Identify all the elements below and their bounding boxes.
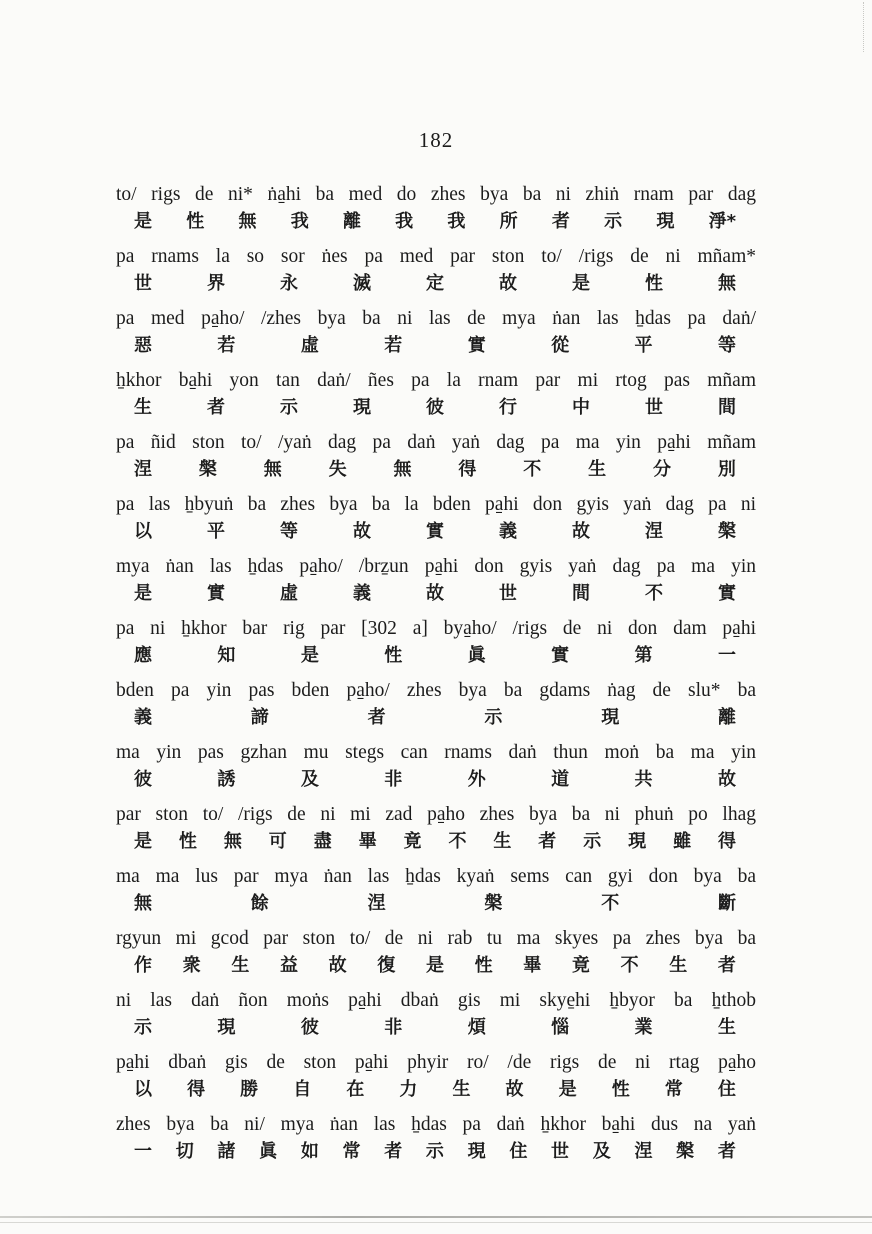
chinese-character: 等 <box>717 335 736 356</box>
chinese-character: 無 <box>238 211 257 232</box>
chinese-character: 應 <box>134 645 152 666</box>
chinese-character: 性 <box>186 211 205 232</box>
chinese-gloss-line <box>116 642 756 670</box>
chinese-character: 者 <box>384 1141 403 1162</box>
chinese-character: 故 <box>426 583 444 604</box>
chinese-character: 若 <box>217 335 236 356</box>
chinese-character: 現 <box>601 707 620 728</box>
chinese-gloss-line <box>116 456 756 484</box>
chinese-character: 我 <box>447 211 466 232</box>
chinese-character: 示 <box>583 831 602 852</box>
chinese-character: 惡 <box>134 335 152 356</box>
scan-edge-mark <box>855 2 864 52</box>
chinese-character: 者 <box>717 1141 736 1162</box>
chinese-character: 涅 <box>634 1141 653 1162</box>
chinese-character: 住 <box>509 1141 528 1162</box>
chinese-character: 從 <box>551 335 570 356</box>
chinese-character: 示 <box>425 1141 444 1162</box>
chinese-character: 竟 <box>571 955 590 976</box>
chinese-character: 涅 <box>367 893 386 914</box>
chinese-character: 槃 <box>718 521 736 542</box>
chinese-gloss-line <box>116 766 756 794</box>
chinese-character: 現 <box>656 211 675 232</box>
chinese-character: 離 <box>717 707 736 728</box>
tibetan-transliteration-line: pa rnams la so sor ṅes pa med par ston to/ /rigs de ni mñam* <box>116 246 756 267</box>
chinese-character: 彼 <box>426 397 444 418</box>
chinese-gloss-line <box>116 518 756 546</box>
chinese-character: 畢 <box>358 831 377 852</box>
chinese-character: 生 <box>493 831 512 852</box>
chinese-gloss-line <box>116 1076 756 1104</box>
chinese-character: 復 <box>377 955 396 976</box>
line-pair <box>116 364 756 426</box>
chinese-character: 實 <box>467 335 486 356</box>
chinese-character: 諸 <box>217 1141 236 1162</box>
chinese-character: 雖 <box>673 831 692 852</box>
chinese-character: 業 <box>634 1017 653 1038</box>
chinese-character: 可 <box>268 831 287 852</box>
line-pair <box>116 860 756 922</box>
chinese-character: 平 <box>634 335 653 356</box>
chinese-character: 非 <box>384 1017 403 1038</box>
chinese-character: 是 <box>572 273 590 294</box>
chinese-character: 自 <box>293 1079 312 1100</box>
chinese-character: 者 <box>538 831 557 852</box>
chinese-character: 是 <box>134 831 152 852</box>
chinese-character: 義 <box>134 707 152 728</box>
chinese-character: 現 <box>628 831 647 852</box>
tibetan-transliteration-line: to/ rigs de ni* ṅa̱hi ba med do zhes bya ba ni zhiṅ rnam par dag <box>116 184 756 205</box>
chinese-character: 實 <box>718 583 736 604</box>
chinese-character: 住 <box>717 1079 736 1100</box>
chinese-character: 生 <box>231 955 250 976</box>
chinese-character: 是 <box>300 645 319 666</box>
chinese-character: 如 <box>300 1141 319 1162</box>
line-pair <box>116 612 756 674</box>
chinese-character: 實 <box>551 645 570 666</box>
chinese-character: 界 <box>207 273 225 294</box>
tibetan-transliteration-line: ma ma lus par mya ṅan las ẖdas kyaṅ sems can gyi don bya ba <box>116 866 756 887</box>
chinese-character: 盡 <box>313 831 332 852</box>
chinese-character: 無 <box>393 459 412 480</box>
chinese-character: 一 <box>134 1141 152 1162</box>
chinese-character: 諦 <box>250 707 269 728</box>
chinese-character: 餘 <box>250 893 269 914</box>
chinese-character: 定 <box>426 273 444 294</box>
chinese-character: 性 <box>384 645 403 666</box>
chinese-character: 我 <box>290 211 309 232</box>
chinese-character: 義 <box>499 521 517 542</box>
line-pair <box>116 550 756 612</box>
chinese-character: 別 <box>717 459 736 480</box>
page-bottom-rule-secondary <box>0 1222 872 1223</box>
line-pair <box>116 1108 756 1170</box>
chinese-character: 作 <box>134 955 152 976</box>
chinese-character: 中 <box>572 397 590 418</box>
line-pair <box>116 922 756 984</box>
chinese-gloss-line <box>116 208 756 236</box>
tibetan-transliteration-line: rgyun mi gcod par ston to/ de ni rab tu ma skyes pa zhes bya ba <box>116 928 756 949</box>
chinese-character: 淨* <box>708 211 736 232</box>
chinese-character: 道 <box>551 769 570 790</box>
chinese-character: 世 <box>645 397 663 418</box>
chinese-character: 間 <box>718 397 736 418</box>
chinese-character: 現 <box>353 397 371 418</box>
chinese-character: 者 <box>717 955 736 976</box>
chinese-character: 性 <box>611 1079 630 1100</box>
chinese-character: 性 <box>645 273 663 294</box>
chinese-character: 常 <box>342 1141 361 1162</box>
chinese-character: 得 <box>458 459 477 480</box>
chinese-character: 彼 <box>300 1017 319 1038</box>
chinese-gloss-line <box>116 952 756 980</box>
line-pair <box>116 674 756 736</box>
chinese-character: 不 <box>448 831 467 852</box>
chinese-character: 我 <box>395 211 414 232</box>
chinese-character: 不 <box>601 893 620 914</box>
chinese-gloss-line <box>116 394 756 422</box>
chinese-character: 示 <box>484 707 503 728</box>
line-pair <box>116 1046 756 1108</box>
chinese-character: 間 <box>572 583 590 604</box>
chinese-character: 示 <box>604 211 623 232</box>
chinese-character: 衆 <box>182 955 201 976</box>
chinese-character: 一 <box>717 645 736 666</box>
chinese-character: 畢 <box>523 955 542 976</box>
chinese-character: 及 <box>300 769 319 790</box>
line-pair <box>116 984 756 1046</box>
chinese-gloss-line <box>116 580 756 608</box>
chinese-character: 故 <box>505 1079 524 1100</box>
chinese-character: 者 <box>207 397 225 418</box>
line-pair <box>116 426 756 488</box>
chinese-character: 切 <box>175 1141 194 1162</box>
chinese-character: 生 <box>134 397 152 418</box>
chinese-character: 槃 <box>484 893 503 914</box>
chinese-gloss-line <box>116 890 756 918</box>
tibetan-transliteration-line: ni las daṅ ñon moṅs pa̱hi dbaṅ gis mi skye̱hi ẖbyor ba ẖthob <box>116 990 756 1011</box>
chinese-character: 及 <box>592 1141 611 1162</box>
chinese-character: 性 <box>178 831 197 852</box>
chinese-character: 誘 <box>217 769 236 790</box>
chinese-gloss-line <box>116 704 756 732</box>
chinese-character: 斷 <box>717 893 736 914</box>
chinese-character: 生 <box>588 459 607 480</box>
chinese-character: 涅 <box>134 459 152 480</box>
chinese-character: 第 <box>634 645 653 666</box>
tibetan-transliteration-line: ẖkhor ba̱hi yon tan daṅ/ ñes pa la rnam par mi rtog pas mñam <box>116 370 756 391</box>
chinese-character: 得 <box>717 831 736 852</box>
tibetan-transliteration-line: pa̱hi dbaṅ gis de ston pa̱hi phyir ro/ /de rigs de ni rtag pa̱ho <box>116 1052 756 1073</box>
chinese-character: 示 <box>280 397 298 418</box>
chinese-character: 若 <box>384 335 403 356</box>
chinese-character: 實 <box>207 583 225 604</box>
chinese-character: 常 <box>664 1079 683 1100</box>
line-pair <box>116 302 756 364</box>
chinese-character: 無 <box>134 893 152 914</box>
chinese-character: 等 <box>280 521 298 542</box>
chinese-character: 行 <box>499 397 517 418</box>
chinese-character: 以 <box>134 1079 152 1100</box>
line-pair <box>116 240 756 302</box>
line-pair <box>116 488 756 550</box>
line-pair <box>116 736 756 798</box>
chinese-character: 世 <box>499 583 517 604</box>
chinese-character: 是 <box>558 1079 577 1100</box>
chinese-gloss-line <box>116 828 756 856</box>
chinese-character: 惱 <box>551 1017 570 1038</box>
chinese-character: 以 <box>134 521 152 542</box>
tibetan-transliteration-line: mya ṅan las ẖdas pa̱ho/ /brẕun pa̱hi don gyis yaṅ dag pa ma yin <box>116 556 756 577</box>
chinese-character: 是 <box>425 955 444 976</box>
chinese-character: 者 <box>551 211 570 232</box>
chinese-character: 平 <box>207 521 225 542</box>
chinese-character: 生 <box>452 1079 471 1100</box>
chinese-character: 失 <box>328 459 347 480</box>
chinese-character: 眞 <box>259 1141 278 1162</box>
chinese-gloss-line <box>116 1138 756 1166</box>
chinese-character: 實 <box>426 521 444 542</box>
page-bottom-rule <box>0 1216 872 1218</box>
chinese-character: 離 <box>342 211 361 232</box>
chinese-character: 滅 <box>353 273 371 294</box>
tibetan-transliteration-line: par ston to/ /rigs de ni mi zad pa̱ho zhes bya ba ni phuṅ po lhag <box>116 804 756 825</box>
chinese-character: 槃 <box>676 1141 695 1162</box>
chinese-character: 現 <box>467 1141 486 1162</box>
line-pair <box>116 798 756 860</box>
chinese-character: 在 <box>346 1079 365 1100</box>
page-number: 182 <box>418 128 454 152</box>
tibetan-transliteration-line: pa las ẖbyuṅ ba zhes bya ba la bden pa̱hi don gyis yaṅ dag pa ni <box>116 494 756 515</box>
chinese-character: 故 <box>499 273 517 294</box>
chinese-character: 知 <box>217 645 236 666</box>
chinese-character: 故 <box>717 769 736 790</box>
chinese-character: 無 <box>263 459 282 480</box>
chinese-character: 竟 <box>403 831 422 852</box>
chinese-character: 力 <box>399 1079 418 1100</box>
tibetan-transliteration-line: pa ni ẖkhor bar rig par [302 a] bya̱ho/ /rigs de ni don dam pa̱hi <box>116 618 756 639</box>
chinese-character: 義 <box>353 583 371 604</box>
chinese-character: 非 <box>384 769 403 790</box>
tibetan-transliteration-line: pa ñid ston to/ /yaṅ dag pa daṅ yaṅ dag pa ma yin pa̱hi mñam <box>116 432 756 453</box>
chinese-character: 得 <box>187 1079 206 1100</box>
chinese-character: 虛 <box>300 335 319 356</box>
chinese-character: 生 <box>669 955 688 976</box>
chinese-character: 故 <box>572 521 590 542</box>
chinese-character: 世 <box>134 273 152 294</box>
tibetan-transliteration-line: ma yin pas gzhan mu stegs can rnams daṅ thun moṅ ba ma yin <box>116 742 756 763</box>
chinese-character: 彼 <box>134 769 152 790</box>
chinese-character: 不 <box>620 955 639 976</box>
text-body <box>116 178 756 1170</box>
chinese-character: 世 <box>551 1141 570 1162</box>
tibetan-transliteration-line: zhes bya ba ni/ mya ṅan las ẖdas pa daṅ ẖkhor ba̱hi dus na yaṅ <box>116 1114 756 1135</box>
chinese-gloss-line <box>116 332 756 360</box>
chinese-character: 性 <box>474 955 493 976</box>
chinese-gloss-line <box>116 270 756 298</box>
tibetan-transliteration-line: pa med pa̱ho/ /zhes bya ba ni las de mya ṅan las ẖdas pa daṅ/ <box>116 308 756 329</box>
chinese-character: 勝 <box>240 1079 259 1100</box>
chinese-character: 永 <box>280 273 298 294</box>
chinese-character: 無 <box>718 273 736 294</box>
chinese-character: 現 <box>217 1017 236 1038</box>
chinese-character: 外 <box>467 769 486 790</box>
chinese-character: 無 <box>223 831 242 852</box>
chinese-character: 所 <box>499 211 518 232</box>
chinese-character: 眞 <box>467 645 486 666</box>
chinese-character: 不 <box>523 459 542 480</box>
tibetan-transliteration-line: bden pa yin pas bden pa̱ho/ zhes bya ba gdams ṅag de slu* ba <box>116 680 756 701</box>
chinese-character: 生 <box>717 1017 736 1038</box>
chinese-character: 是 <box>134 583 152 604</box>
chinese-character: 故 <box>353 521 371 542</box>
chinese-character: 涅 <box>645 521 663 542</box>
chinese-character: 虛 <box>280 583 298 604</box>
chinese-character: 槃 <box>198 459 217 480</box>
line-pair <box>116 178 756 240</box>
chinese-character: 益 <box>279 955 298 976</box>
chinese-character: 共 <box>634 769 653 790</box>
chinese-gloss-line <box>116 1014 756 1042</box>
chinese-character: 故 <box>328 955 347 976</box>
chinese-character: 者 <box>367 707 386 728</box>
chinese-character: 示 <box>134 1017 152 1038</box>
chinese-character: 不 <box>645 583 663 604</box>
chinese-character: 是 <box>134 211 152 232</box>
chinese-character: 分 <box>653 459 671 480</box>
chinese-character: 煩 <box>467 1017 486 1038</box>
